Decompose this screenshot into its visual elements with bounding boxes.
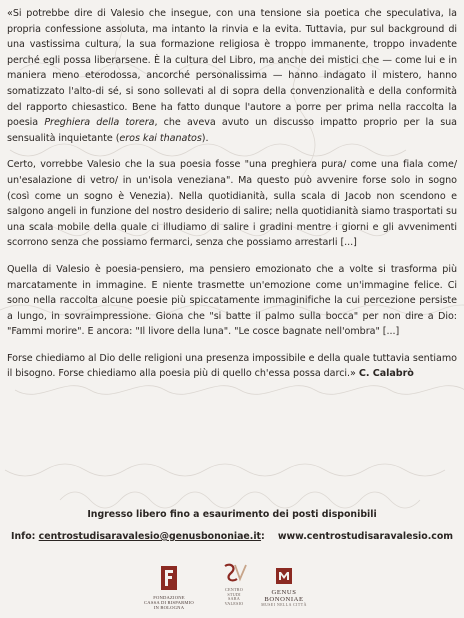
fondazione-line1: FONDAZIONE (153, 595, 185, 600)
genus-subtitle: MUSEI NELLA CITTÀ (261, 603, 307, 607)
italic-title: eros kai thanatos (119, 132, 202, 144)
centro-caption-2: STUDI (227, 591, 241, 597)
fondazione-line3: IN BOLOGNA (153, 605, 185, 611)
paragraph-text: Quella di Valesio è poesia-pensiero, ma pensiero emozionato che a volte si trasforma più marcatamente in immagine. E niente trasmette un'emozione come un'immagine felice. Ci sono nella raccolta alcune poesie più spiccatamente immaginifiche la cui percezione persiste a lungo, in sovraimpressione. Giona che "si batte il palmo sulla bocca" per non dire a Dio: "Fammi morire". E ancora: "Il livore della luna". "Le cosce bagnate nell'ombra" [...] (7, 263, 457, 338)
paragraph-3 (7, 262, 457, 340)
italic-title: Preghiera della torera (44, 117, 155, 129)
genus-m-icon (276, 568, 292, 584)
paragraph-2 (7, 157, 457, 251)
website-link[interactable]: www.centrostudisaravalesio.com (277, 531, 454, 542)
article-body (7, 6, 457, 393)
paragraph-text: ). (201, 132, 209, 144)
genus-name: GENUS BONONIAE (264, 589, 304, 603)
paragraph-text: Forse chiediamo al Dio delle religioni una presenza impossibile e della quale tuttavia sentiamo il bisogno. Forse chiediamo alla poesia più di quello ch'essa possa darci.» (7, 352, 457, 380)
info-separator: : (261, 531, 265, 542)
paragraph-4 (7, 351, 457, 382)
paragraph-text: Certo, vorrebbe Valesio che la sua poesia fosse "una preghiera pura/ come una fiala come/ un'esalazione di vetro/ in un'isola veneziana". Ma questo può avvenire forse solo in sogno (così come un sogno è Venezia). Nella quotidianità, sulla scala di Jacob non scendono e salgono angeli in funzione del nostro desiderio di salire; nella quotidianità siamo trasportati su una scala mobile della quale ci illudiamo di salire i gradini mentre i giorni e gli avvenimenti scorrono senza che possiamo fermarci, senza che possiamo arrestarli [...] (7, 159, 457, 249)
genus-bononiae-logo (252, 568, 316, 607)
info-label: Info: (10, 531, 36, 542)
fondazione-emblem-icon (160, 565, 178, 591)
free-entry-notice: Ingresso libero fino a esaurimento dei posti disponibili (87, 509, 377, 520)
centro-caption-3: SARA (228, 596, 240, 602)
sponsor-logos (0, 562, 464, 618)
centro-studi-logo (212, 562, 256, 606)
email-link[interactable]: centrostudisaravalesio@genusbononiae.it (38, 531, 262, 542)
centro-caption-1: CENTRO (225, 587, 243, 592)
fondazione-logo (138, 565, 200, 611)
sv-monogram-icon (219, 562, 249, 584)
paragraph-text: «Si potrebbe dire di Valesio che insegue, con una tensione sia poetica che speculativa, la propria confessione assoluta, ma intanto la rinvia e la evita. Tuttavia, pur sul background di una vastissima cultura, la sua formazione religiosa è troppo immanente, troppo invadente perché egli possa liberarsene. È la cultura del Libro, ma anche dei mistici che — come lui e in maniera meno eterodossa, ancorché personalissima — hanno indagato il mistero, hanno somatizzato l'alto-di sé, si sono sollevati al di sopra della convenzionalità e della conformità del rapporto chiesastico. Bene ha fatto dunque l'autore a porre per prima nella raccolta la poesia (7, 8, 457, 129)
fondazione-line2: CASSA DI RISPARMIO (144, 600, 194, 606)
centro-caption-4: VALESIO (224, 600, 244, 606)
contact-info (0, 530, 464, 544)
paragraph-text: , che aveva avuto un discusso impatto proprio per la sua sensualità inquietante ( (7, 117, 458, 144)
paragraph-1 (7, 6, 457, 146)
author-signature: C. Calabrò (358, 368, 414, 380)
